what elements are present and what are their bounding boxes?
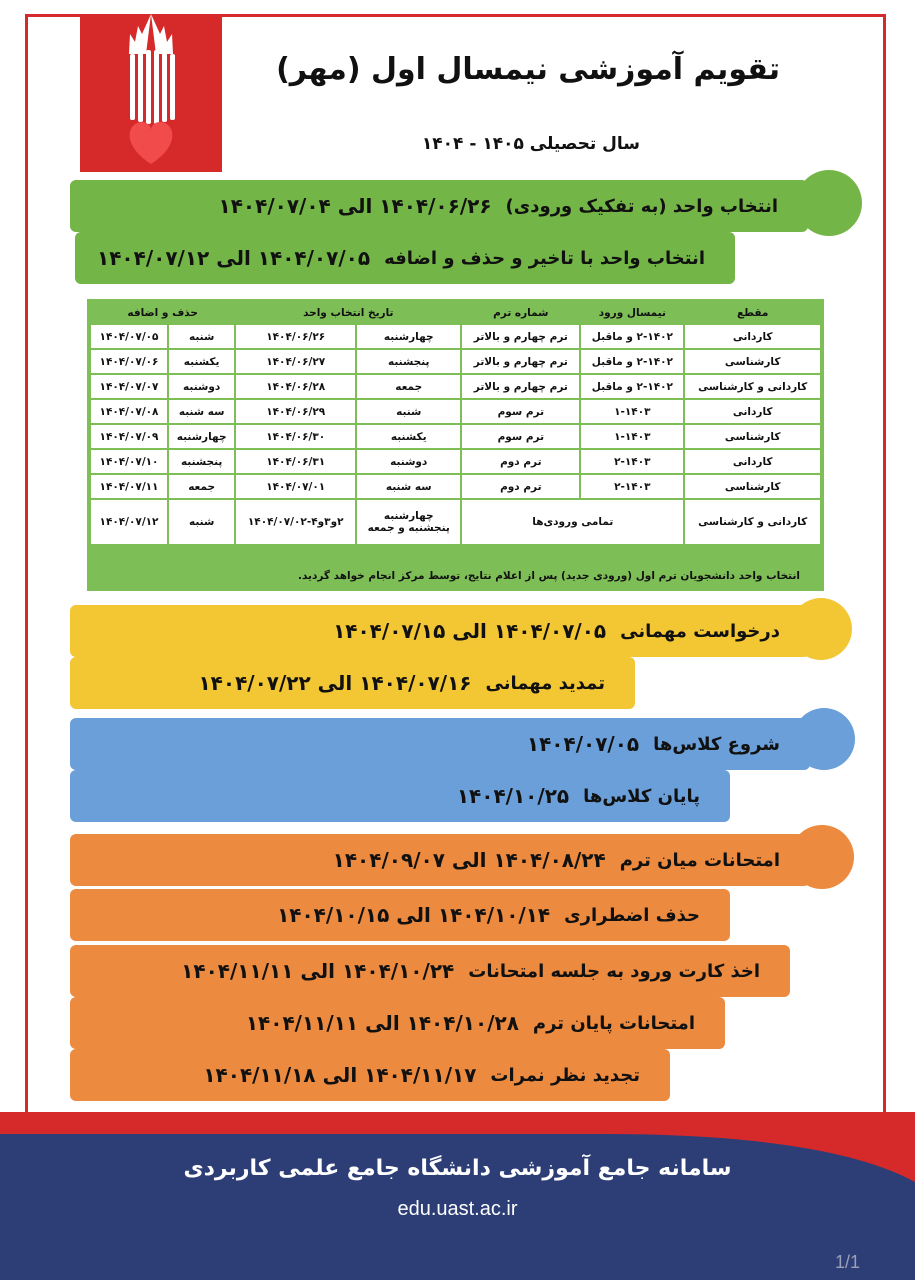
bar-date: ۱۴۰۴/۰۶/۲۶ الی ۱۴۰۴/۰۷/۰۴ <box>218 194 492 218</box>
cell-add-day: شنبه <box>169 500 234 544</box>
cell-add-day: جمعه <box>169 475 234 498</box>
cell-entry: ۲-۱۴۰۲ و ماقبل <box>581 350 683 373</box>
bar-date: ۱۴۰۴/۱۱/۱۷ الی ۱۴۰۴/۱۱/۱۸ <box>203 1063 477 1087</box>
bar-date: ۱۴۰۴/۱۰/۲۸ الی ۱۴۰۴/۱۱/۱۱ <box>245 1011 519 1035</box>
cell-add-date: ۱۴۰۴/۰۷/۰۹ <box>91 425 167 448</box>
header-level: مقطع <box>685 303 820 323</box>
table-row <box>91 425 820 448</box>
schedule-table <box>89 301 822 546</box>
bar-label: تجدید نظر نمرات <box>490 1064 640 1086</box>
cell-level: کاردانی <box>685 325 820 348</box>
bar-label: تمدید مهمانی <box>485 672 605 694</box>
academic-year: سال تحصیلی ۱۴۰۵ - ۱۴۰۴ <box>421 134 640 154</box>
cell-term: ترم سوم <box>462 400 579 423</box>
cell-level: کاردانی و کارشناسی <box>685 500 820 544</box>
bar-grade-review <box>70 1049 670 1101</box>
header-entry: نیمسال ورود <box>581 303 683 323</box>
cell-add-date: ۱۴۰۴/۰۷/۰۵ <box>91 325 167 348</box>
cell-level: کاردانی و کارشناسی <box>685 375 820 398</box>
cell-all-entries: تمامی ورودی‌ها <box>462 500 683 544</box>
bar-label: درخواست مهمانی <box>620 620 780 642</box>
bar-guest-request <box>70 605 810 657</box>
bar-label: حذف اضطراری <box>564 904 700 926</box>
bar-classes-start <box>70 718 810 770</box>
bar-date: ۱۴۰۴/۰۸/۲۴ الی ۱۴۰۴/۰۹/۰۷ <box>332 848 606 872</box>
cell-date: ۱۴۰۴/۰۶/۳۰ <box>236 425 355 448</box>
cell-level: کارشناسی <box>685 350 820 373</box>
cell-add-day: دوشنبه <box>169 375 234 398</box>
cell-date: ۱۴۰۴/۰۶/۲۶ <box>236 325 355 348</box>
cell-entry: ۲-۱۴۰۳ <box>581 475 683 498</box>
cell-day: دوشنبه <box>357 450 460 473</box>
cell-add-day: یکشنبه <box>169 350 234 373</box>
table-note: انتخاب واحد دانشجویان ترم اول (ورودی جدید) پس از اعلام نتایج، توسط مرکز انجام خواهد گردید. <box>297 570 800 582</box>
cell-level: کاردانی <box>685 450 820 473</box>
cell-day-line1: چهارشنبه <box>383 510 434 522</box>
table-row <box>91 400 820 423</box>
bar-label: امتحانات میان ترم <box>619 849 780 871</box>
torch-logo-icon <box>80 14 222 172</box>
cell-entry: ۲-۱۴۰۲ و ماقبل <box>581 375 683 398</box>
page-counter: 1/1 <box>835 1252 861 1272</box>
cell-day: سه شنبه <box>357 475 460 498</box>
bar-date: ۱۴۰۴/۰۷/۰۵ <box>526 732 640 756</box>
cell-add-day: پنجشنبه <box>169 450 234 473</box>
bar-label: پایان کلاس‌ها <box>583 785 700 807</box>
bar-date: ۱۴۰۴/۱۰/۲۴ الی ۱۴۰۴/۱۱/۱۱ <box>181 959 455 983</box>
bar-date: ۱۴۰۴/۱۰/۲۵ <box>456 784 570 808</box>
table-row <box>91 450 820 473</box>
cell-add-date: ۱۴۰۴/۰۷/۰۷ <box>91 375 167 398</box>
schedule-table-panel <box>87 299 824 591</box>
table-row <box>91 325 820 348</box>
bar-classes-end <box>70 770 730 822</box>
bar-label: امتحانات پایان ترم <box>532 1012 695 1034</box>
cell-entry: ۱-۱۴۰۳ <box>581 425 683 448</box>
footer-banner <box>0 1112 915 1280</box>
cell-entry: ۲-۱۴۰۲ و ماقبل <box>581 325 683 348</box>
header-selection-date: تاریخ انتخاب واحد <box>236 303 460 323</box>
cell-term: ترم چهارم و بالاتر <box>462 350 579 373</box>
cell-term: ترم دوم <box>462 475 579 498</box>
cell-term: ترم دوم <box>462 450 579 473</box>
cell-add-date: ۱۴۰۴/۰۷/۱۰ <box>91 450 167 473</box>
university-logo <box>80 14 222 172</box>
bar-label: انتخاب واحد با تاخیر و حذف و اضافه <box>384 247 705 269</box>
cell-add-date: ۱۴۰۴/۰۷/۱۱ <box>91 475 167 498</box>
cell-day: چهارشنبه <box>357 325 460 348</box>
bar-final-exams <box>70 997 725 1049</box>
cell-entry: ۲-۱۴۰۳ <box>581 450 683 473</box>
bar-midterm-exams <box>70 834 810 886</box>
bar-date: ۱۴۰۴/۰۷/۱۶ الی ۱۴۰۴/۰۷/۲۲ <box>198 671 472 695</box>
cell-day: شنبه <box>357 400 460 423</box>
bar-label: انتخاب واحد (به تفکیک ورودی) <box>505 195 778 217</box>
cell-date: ۱۴۰۴/۰۶/۲۸ <box>236 375 355 398</box>
bar-date: ۱۴۰۴/۰۷/۰۵ الی ۱۴۰۴/۰۷/۱۲ <box>97 246 371 270</box>
cell-day <box>357 500 460 544</box>
cell-add-date: ۱۴۰۴/۰۷/۰۸ <box>91 400 167 423</box>
footer-title: سامانه جامع آموزشی دانشگاه جامع علمی کاربردی <box>183 1156 732 1181</box>
page-title: تقویم آموزشی نیمسال اول (مهر) <box>276 52 780 87</box>
bar-label: اخذ کارت ورود به جلسه امتحانات <box>468 960 760 982</box>
cell-date: ۲و۳و۴-۱۴۰۴/۰۷/۰۲ <box>236 500 355 544</box>
cell-add-date: ۱۴۰۴/۰۷/۰۶ <box>91 350 167 373</box>
footer-url[interactable]: edu.uast.ac.ir <box>397 1198 518 1220</box>
table-row <box>91 350 820 373</box>
table-row-all-entries <box>91 500 820 544</box>
cell-level: کاردانی <box>685 400 820 423</box>
cell-day-line2: پنجشنبه و جمعه <box>367 522 450 534</box>
bar-label: شروع کلاس‌ها <box>653 733 780 755</box>
cell-date: ۱۴۰۴/۰۷/۰۱ <box>236 475 355 498</box>
table-header-row <box>91 303 820 323</box>
cell-date: ۱۴۰۴/۰۶/۳۱ <box>236 450 355 473</box>
cell-add-day: چهارشنبه <box>169 425 234 448</box>
bar-date: ۱۴۰۴/۰۷/۰۵ الی ۱۴۰۴/۰۷/۱۵ <box>333 619 607 643</box>
cell-date: ۱۴۰۴/۰۶/۲۹ <box>236 400 355 423</box>
cell-add-day: شنبه <box>169 325 234 348</box>
bar-date: ۱۴۰۴/۱۰/۱۴ الی ۱۴۰۴/۱۰/۱۵ <box>277 903 551 927</box>
header-term: شماره ترم <box>462 303 579 323</box>
cell-date: ۱۴۰۴/۰۶/۲۷ <box>236 350 355 373</box>
cell-entry: ۱-۱۴۰۳ <box>581 400 683 423</box>
bar-late-selection <box>75 232 735 284</box>
cell-term: ترم سوم <box>462 425 579 448</box>
table-row <box>91 375 820 398</box>
bar-emergency-drop <box>70 889 730 941</box>
bar-guest-extension <box>70 657 635 709</box>
header-add-drop: حذف و اضافه <box>91 303 234 323</box>
cell-add-date: ۱۴۰۴/۰۷/۱۲ <box>91 500 167 544</box>
bar-exam-card <box>70 945 790 997</box>
cell-day: پنجشنبه <box>357 350 460 373</box>
cell-day: یکشنبه <box>357 425 460 448</box>
table-row <box>91 475 820 498</box>
cell-term: ترم چهارم و بالاتر <box>462 375 579 398</box>
cell-day: جمعه <box>357 375 460 398</box>
cell-level: کارشناسی <box>685 475 820 498</box>
cell-term: ترم چهارم و بالاتر <box>462 325 579 348</box>
cell-level: کارشناسی <box>685 425 820 448</box>
cell-add-day: سه شنبه <box>169 400 234 423</box>
bar-course-selection <box>70 180 808 232</box>
